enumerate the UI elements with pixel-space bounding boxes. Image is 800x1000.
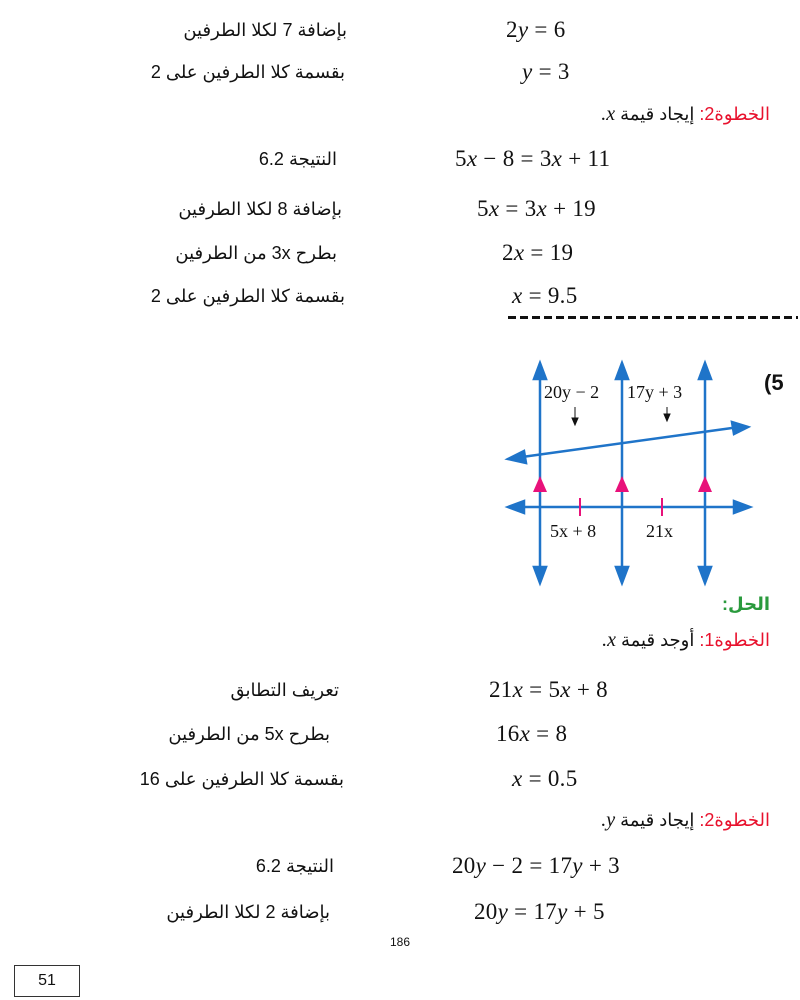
step-text: أوجد قيمة (620, 630, 695, 650)
step-line (0, 896, 800, 928)
step-variable: x. (602, 629, 616, 651)
step-line (0, 14, 800, 46)
step-line (0, 674, 800, 706)
figure-label-top-right: 17y + 3 (627, 382, 683, 402)
figure-label-bottom-left: 5x + 8 (550, 521, 597, 541)
step-line (0, 763, 800, 795)
step-line (0, 56, 800, 88)
separator-dashes (508, 316, 798, 319)
parallel-lines-figure (500, 355, 760, 590)
reason: النتيجة 6.2 (258, 149, 337, 169)
solution-label: الحل: (722, 594, 770, 614)
step-text: إيجاد قيمة (620, 810, 695, 830)
reason: بقسمة كلا الطرفين على 2 (150, 286, 345, 306)
equation: x = 0.5 (512, 766, 578, 791)
step-label: الخطوة2: (699, 104, 770, 124)
step-line (0, 237, 800, 269)
step-line (0, 143, 800, 175)
step-line (0, 280, 800, 312)
reason: بقسمة كلا الطرفين على 2 (150, 62, 345, 82)
step-line (0, 193, 800, 225)
step-heading (601, 806, 770, 834)
reason: بإضافة 8 لكلا الطرفين (178, 199, 342, 219)
equation: 21x = 5x + 8 (489, 677, 608, 702)
equation: 2y = 6 (506, 17, 566, 42)
equation: 20y = 17y + 5 (474, 899, 605, 924)
step-label: الخطوة2: (699, 810, 770, 830)
reason: بطرح 5x من الطرفين (168, 724, 330, 744)
step-variable: x. (601, 103, 616, 125)
step-heading (602, 626, 770, 654)
reason: بإضافة 2 لكلا الطرفين (166, 902, 330, 922)
step-line (0, 850, 800, 882)
reason: بإضافة 7 لكلا الطرفين (183, 20, 347, 40)
figure-label-bottom-right: 21x (646, 521, 673, 541)
step-variable: y. (601, 809, 616, 831)
equation: 20y − 2 = 17y + 3 (452, 853, 620, 878)
problem-number: (5 (764, 370, 784, 395)
figure-label-top-left: 20y − 2 (544, 382, 600, 402)
page-box-number: 51 (14, 965, 80, 997)
step-line (0, 718, 800, 750)
equation: 2x = 19 (502, 240, 574, 265)
step-heading (601, 100, 770, 128)
reason: بطرح 3x من الطرفين (175, 243, 337, 263)
equation: x = 9.5 (512, 283, 578, 308)
page-number: 186 (389, 935, 411, 949)
equation: 5x = 3x + 19 (477, 196, 596, 221)
step-text: إيجاد قيمة (620, 104, 695, 124)
equation: y = 3 (522, 59, 570, 84)
reason: النتيجة 6.2 (255, 856, 334, 876)
equation: 5x − 8 = 3x + 11 (455, 146, 611, 171)
reason: تعريف التطابق (230, 680, 339, 700)
equation: 16x = 8 (496, 721, 568, 746)
reason: بقسمة كلا الطرفين على 16 (139, 769, 344, 789)
step-label: الخطوة1: (699, 630, 770, 650)
